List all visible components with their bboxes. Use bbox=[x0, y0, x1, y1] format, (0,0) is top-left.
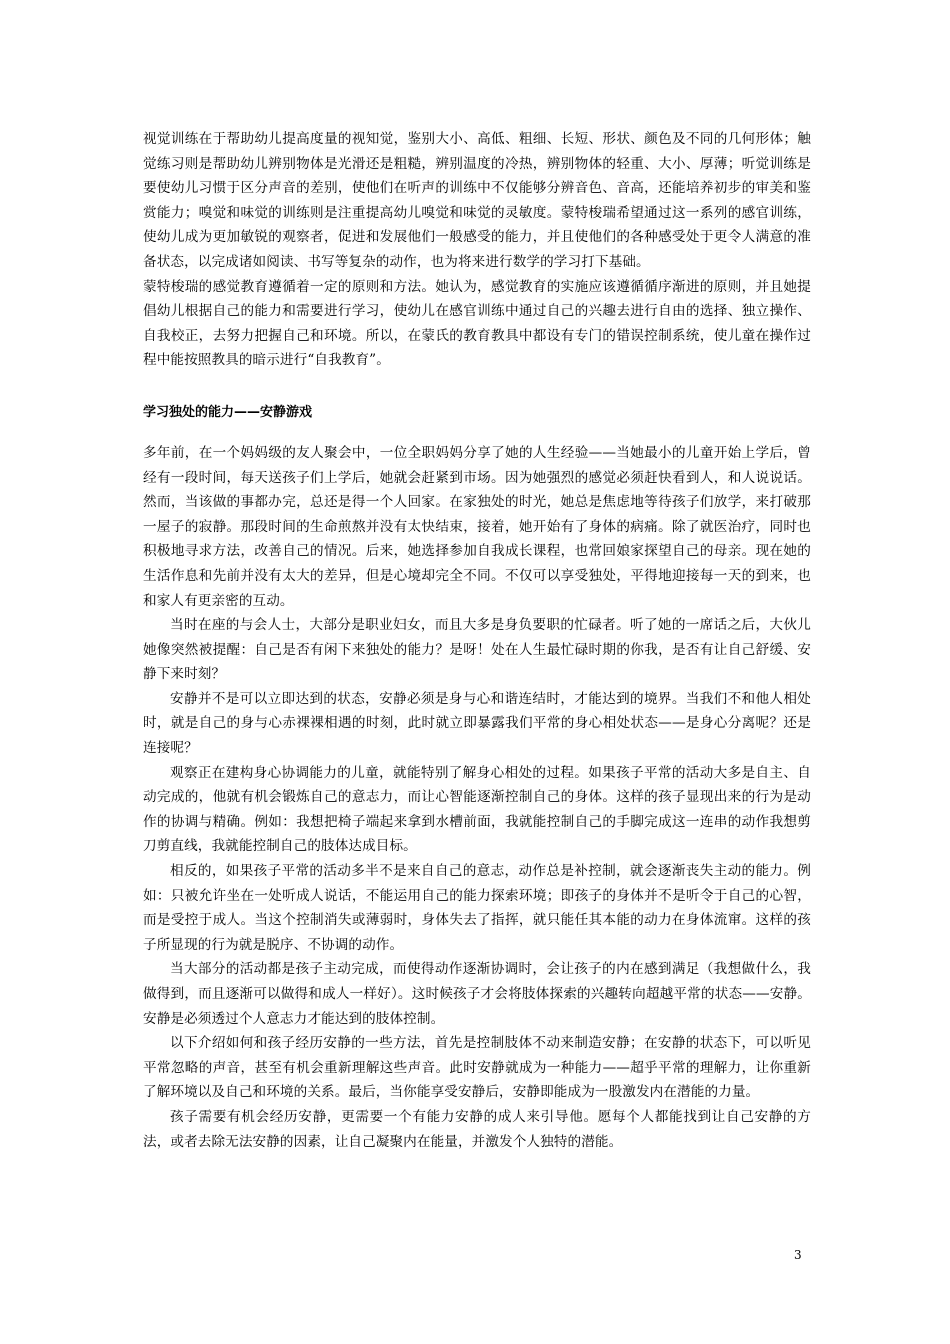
body-paragraph-6: 当大部分的活动都是孩子主动完成，而使得动作逐渐协调时，会让孩子的内在感到满足（我想做什么，我做得到，而且逐渐可以做得和成人一样好）。这时候孩子才会将肢体探索的兴趣转向超越平常的状态——安静。安静是必须透过个人意志力才能达到的肢体控制。 bbox=[143, 961, 811, 1027]
body-paragraph-7: 以下介绍如何和孩子经历安静的一些方法，首先是控制肢体不动来制造安静；在安静的状态下，可以听见平常忽略的声音，甚至有机会重新理解这些声音。此时安静就成为一种能力——超乎平常的理解力，让你重新了解环境以及自己和环境的关系。最后，当你能享受安静后，安静即能成为一股激发内在潜能的力量。 bbox=[143, 1035, 811, 1101]
body-paragraph-8: 孩子需要有机会经历安静，更需要一个有能力安静的成人来引导他。愿每个人都能找到让自己安静的方法，或者去除无法安静的因素，让自己凝聚内在能量，并激发个人独特的潜能。 bbox=[143, 1108, 811, 1150]
intro-paragraph-sensory-principles: 蒙特梭瑞的感觉教育遵循着一定的原则和方法。她认为，感觉教育的实施应该遵循循序渐进的原则，并且她提倡幼儿根据自己的能力和需要进行学习，使幼儿在感官训练中通过自己的兴趣去进行自由的选择、独立操作、自我校正，去努力把握自己和环境。所以，在蒙氏的教育教具中都设有专门的错误控制系统，使儿童在操作过程中能按照教具的暗示进行“自我教育”。 bbox=[143, 278, 811, 369]
body-paragraph-5: 相反的，如果孩子平常的活动多半不是来自自己的意志，动作总是补控制，就会逐渐丧失主动的能力。例如：只被允许坐在一处听成人说话，不能运用自己的能力探索环境；即孩子的身体并不是听令于自己的心智，而是受控于成人。当这个控制消失或薄弱时，身体失去了指挥，就只能任其本能的动力在身体流窜。这样的孩子所显现的行为就是脱序、不协调的动作。 bbox=[143, 863, 811, 953]
body-paragraph-3: 安静并不是可以立即达到的状态，安静必须是身与心和谐连结时，才能达到的境界。当我们不和他人相处时，就是自己的身与心赤裸裸相遇的时刻，此时就立即暴露我们平常的身心相处状态——是身心分离呢？还是连接呢？ bbox=[143, 690, 811, 757]
document-page bbox=[143, 127, 811, 1154]
section-title: 学习独处的能力——安静游戏 bbox=[143, 404, 313, 420]
body-paragraph-1: 多年前，在一个妈妈级的友人聚会中，一位全职妈妈分享了她的人生经验——当她最小的儿童开始上学后，曾经有一段时间，每天送孩子们上学后，她就会赶紧到市场。因为她强烈的感觉必须赶快看到人，和人说说话。然而，当该做的事都办完，总还是得一个人回家。在家独处的时光，她总是焦虑地等待孩子们放学，来打破那一屋子的寂静。那段时间的生命煎熬并没有太快结束，接着，她开始有了身体的病痛。除了就医治疗，同时也积极地寻求方法，改善自己的情况。后来，她选择参加自我成长课程，也常回娘家探望自己的母亲。现在她的生活作息和先前并没有太大的差异，但是心境却完全不同。不仅可以享受独处，平得地迎接每一天的到来，也和家人有更亲密的互动。 bbox=[143, 444, 811, 609]
page-number: 3 bbox=[794, 1248, 802, 1262]
body-paragraph-2: 当时在座的与会人士，大部分是职业妇女，而且大多是身负要职的忙碌者。听了她的一席话之后，大伙儿她像突然被提醒：自己是否有闲下来独处的能力？是呀！处在人生最忙碌时期的你我，是否有让自己舒缓、安静下来时刻？ bbox=[143, 617, 811, 683]
body-paragraph-4: 观察正在建构身心协调能力的儿童，就能特别了解身心相处的过程。如果孩子平常的活动大多是自主、自动完成的，他就有机会锻炼自己的意志力，而让心智能逐渐控制自己的身体。这样的孩子显现出来的行为是动作的协调与精确。例如：我想把椅子端起来拿到水槽前面，我就能控制自己的手脚完成这一连串的动作我想剪刀剪直线，我就能控制自己的肢体达成目标。 bbox=[143, 764, 811, 855]
intro-paragraph-sensory-training: 视觉训练在于帮助幼儿提高度量的视知觉，鉴别大小、高低、粗细、长短、形状、颜色及不同的几何形体；触觉练习则是帮助幼儿辨别物体是光滑还是粗糙，辨别温度的冷热，辨别物体的轻重、大小、厚薄；听觉训练是要使幼儿习惯于区分声音的差别，使他们在听声的训练中不仅能够分辨音色、音高，还能培养初步的审美和鉴赏能力；嗅觉和味觉的训练则是注重提高幼儿嗅觉和味觉的灵敏度。蒙特梭瑞希望通过这一系列的感官训练，使幼儿成为更加敏锐的观察者，促进和发展他们一般感受的能力，并且使他们的各种感受处于更令人满意的准备状态，以完成诸如阅读、书写等复杂的动作，也为将来进行数学的学习打下基础。 bbox=[143, 131, 811, 270]
